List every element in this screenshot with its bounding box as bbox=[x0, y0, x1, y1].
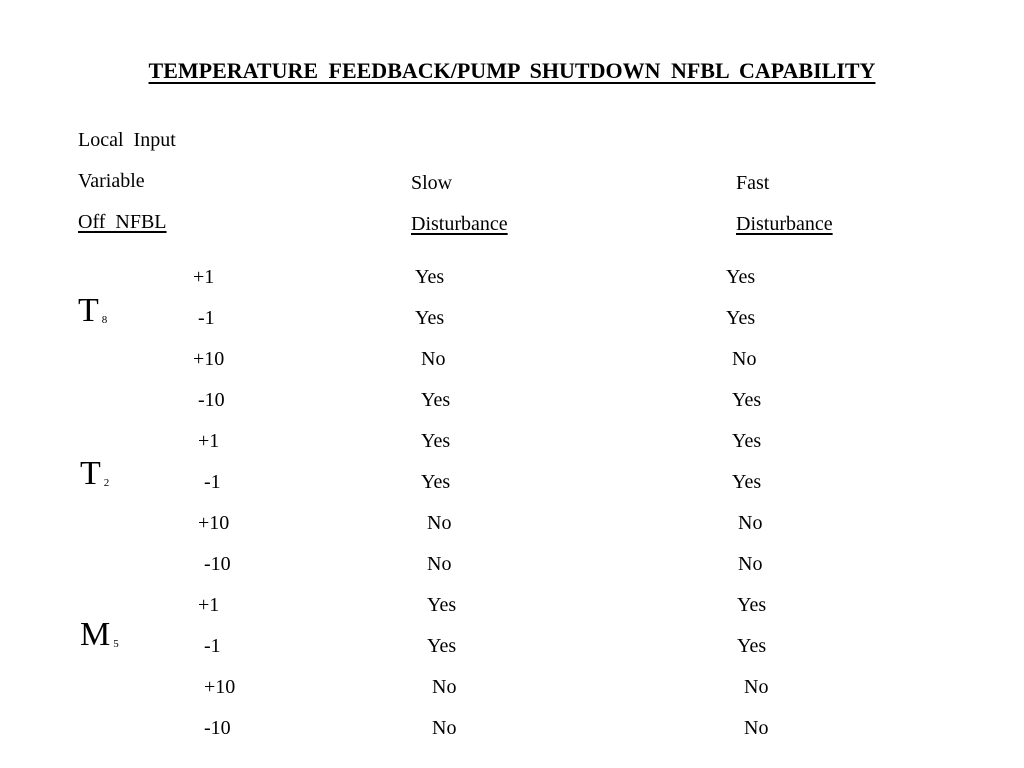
slow-cell: Yes bbox=[421, 471, 451, 493]
input-cell: -1 bbox=[198, 307, 215, 329]
slow-cell: Yes bbox=[421, 430, 451, 452]
slow-cell: Yes bbox=[415, 266, 445, 288]
variable-label bbox=[78, 293, 107, 336]
header-slow-line-1: Slow bbox=[411, 172, 453, 194]
header-row-label-line-2: Variable bbox=[78, 170, 145, 192]
fast-cell: Yes bbox=[732, 430, 762, 452]
slow-cell: No bbox=[432, 717, 457, 739]
input-cell: -10 bbox=[204, 553, 231, 575]
input-cell: +1 bbox=[198, 594, 220, 616]
header-fast-line-2: Disturbance bbox=[736, 213, 833, 235]
variable-label bbox=[80, 456, 109, 499]
slow-cell: No bbox=[427, 553, 452, 575]
fast-cell: No bbox=[744, 717, 769, 739]
fast-cell: Yes bbox=[726, 307, 756, 329]
slow-cell: Yes bbox=[415, 307, 445, 329]
header-slow-line-2: Disturbance bbox=[411, 213, 508, 235]
slow-cell: Yes bbox=[427, 594, 457, 616]
input-cell: +1 bbox=[198, 430, 220, 452]
fast-cell: No bbox=[732, 348, 757, 370]
fast-cell: No bbox=[738, 512, 763, 534]
slow-cell: No bbox=[421, 348, 446, 370]
variable-subscript: 2 bbox=[103, 477, 110, 489]
variable-symbol: T bbox=[78, 292, 99, 329]
header-row-label-line-1: Local Input bbox=[78, 129, 176, 151]
variable-subscript: 5 bbox=[113, 638, 119, 650]
variable-symbol: T bbox=[80, 455, 101, 492]
variable-label bbox=[80, 617, 119, 660]
header-fast-line-1: Fast bbox=[736, 172, 770, 194]
slow-cell: No bbox=[427, 512, 452, 534]
fast-cell: Yes bbox=[737, 635, 767, 657]
variable-symbol: M bbox=[80, 616, 111, 653]
slow-cell: No bbox=[432, 676, 457, 698]
input-cell: +1 bbox=[193, 266, 215, 288]
slow-cell: Yes bbox=[421, 389, 451, 411]
input-cell: -10 bbox=[198, 389, 225, 411]
input-cell: -1 bbox=[204, 635, 221, 657]
input-cell: +10 bbox=[193, 348, 225, 370]
page-title: TEMPERATURE FEEDBACK/PUMP SHUTDOWN NFBL CAPABILITY bbox=[148, 58, 876, 83]
fast-cell: Yes bbox=[732, 389, 762, 411]
variable-subscript: 8 bbox=[101, 314, 108, 326]
fast-cell: Yes bbox=[732, 471, 762, 493]
input-cell: -10 bbox=[204, 717, 231, 739]
fast-cell: No bbox=[744, 676, 769, 698]
slow-cell: Yes bbox=[427, 635, 457, 657]
fast-cell: No bbox=[738, 553, 763, 575]
fast-cell: Yes bbox=[737, 594, 767, 616]
header-row-label-line-3: Off NFBL bbox=[78, 211, 167, 233]
input-cell: +10 bbox=[198, 512, 230, 534]
fast-cell: Yes bbox=[726, 266, 756, 288]
input-cell: +10 bbox=[204, 676, 236, 698]
input-cell: -1 bbox=[204, 471, 221, 493]
